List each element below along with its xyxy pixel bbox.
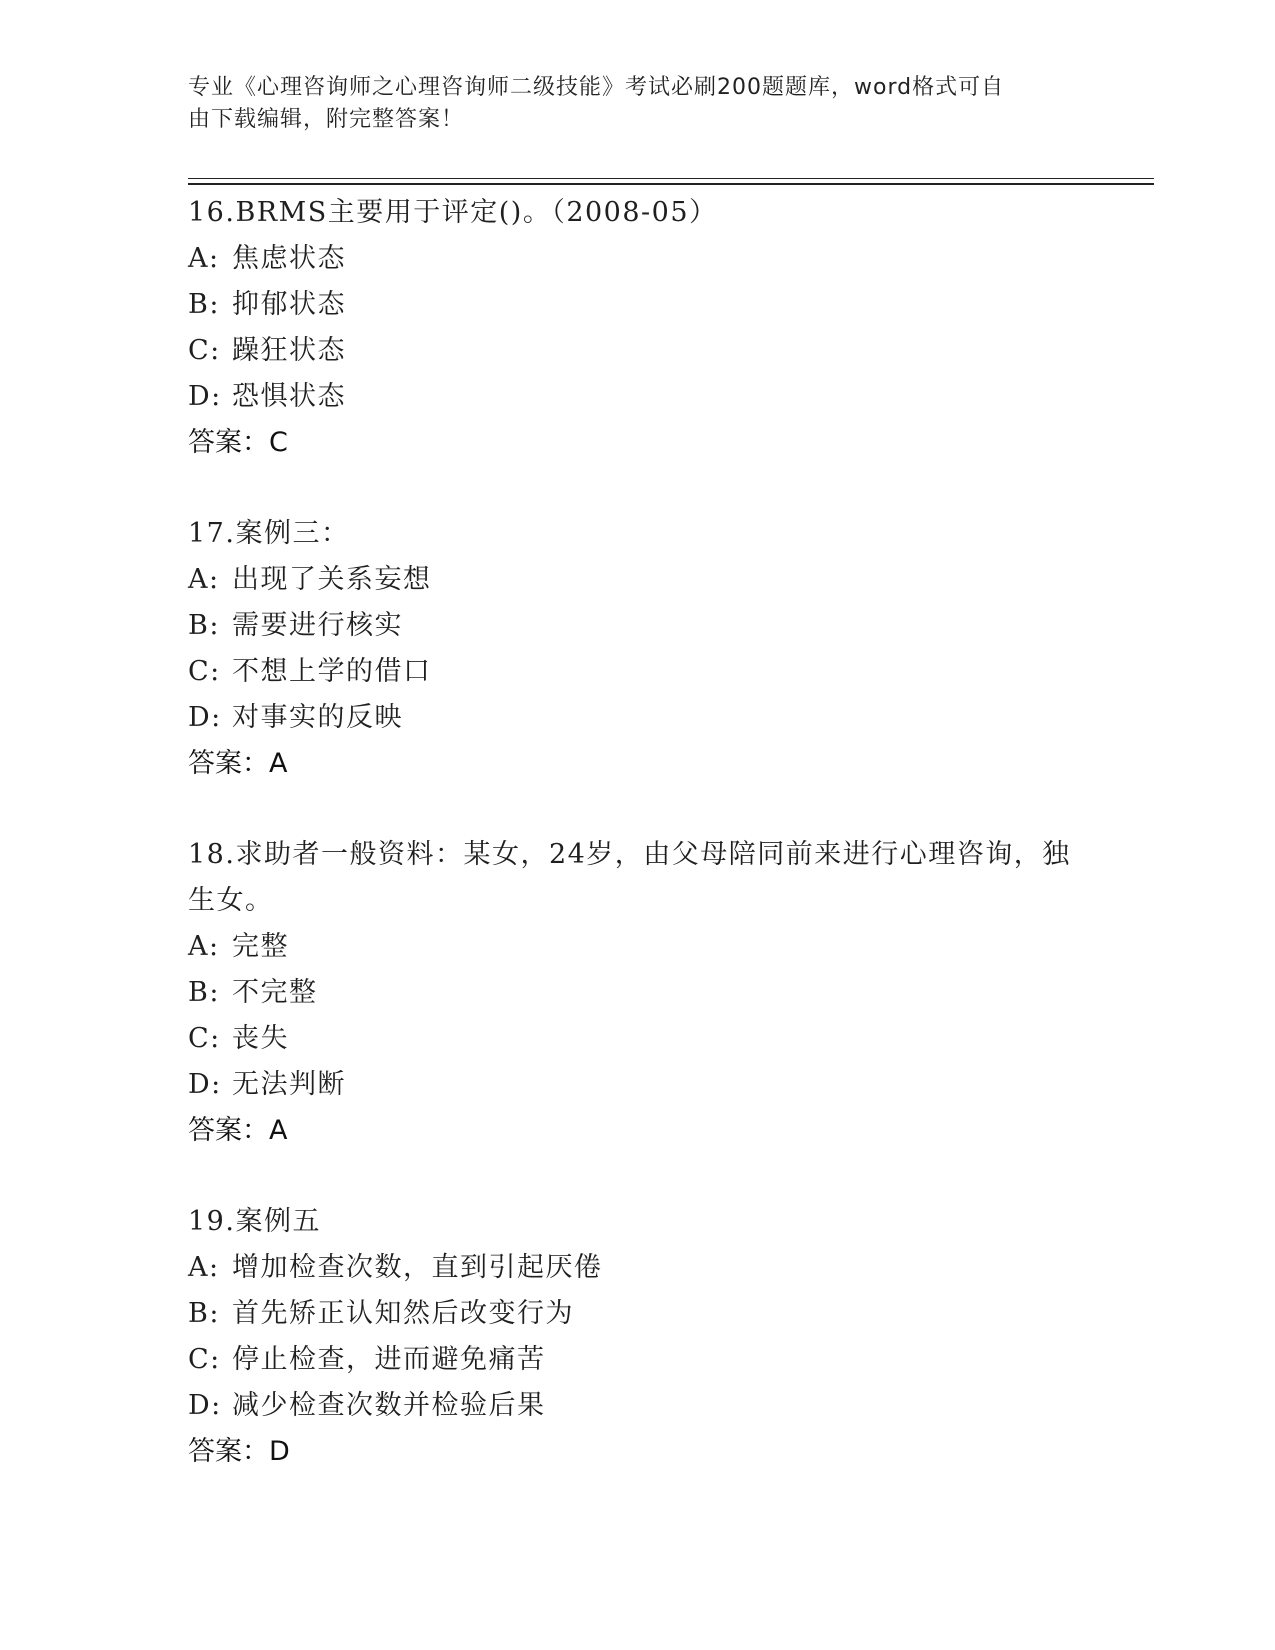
option-text: 焦虑状态 (232, 243, 346, 274)
option-letter: C: (188, 1023, 221, 1054)
option-letter: A: (188, 1252, 220, 1283)
option-letter: C: (188, 656, 221, 687)
option-a (188, 1245, 1088, 1291)
header-line-1: 专业《心理咨询师之心理咨询师二级技能》考试必刷200题题库，word格式可自 (188, 75, 1005, 100)
option-c (188, 649, 1088, 695)
option-d (188, 695, 1088, 741)
option-text: 躁狂状态 (232, 335, 346, 366)
option-letter: C: (188, 335, 221, 366)
option-text: 完整 (232, 931, 289, 962)
answer-label: 答案：D (188, 1436, 290, 1467)
option-b (188, 970, 1088, 1016)
option-letter: C: (188, 1344, 221, 1375)
option-text: 停止检查，进而避免痛苦 (232, 1344, 546, 1375)
option-d (188, 1062, 1088, 1108)
option-text: 对事实的反映 (232, 702, 403, 733)
option-b (188, 282, 1088, 328)
option-text: 无法判断 (232, 1069, 346, 1100)
document-header (188, 72, 1088, 136)
option-letter: B: (188, 1298, 220, 1329)
answer-label: 答案：A (188, 748, 288, 779)
option-text: 丧失 (232, 1023, 289, 1054)
option-text: 减少检查次数并检验后果 (232, 1390, 546, 1421)
option-c (188, 328, 1088, 374)
option-a (188, 236, 1088, 282)
option-letter: A: (188, 564, 220, 595)
question-stem-continued: 生女。 (188, 885, 274, 916)
option-text: 恐惧状态 (232, 381, 346, 412)
question-list (188, 190, 1088, 1520)
option-c (188, 1016, 1088, 1062)
question-stem: 18.求助者一般资料：某女，24岁，由父母陪同前来进行心理咨询，独 (188, 839, 1071, 870)
option-text: 不想上学的借口 (232, 656, 432, 687)
question-18 (188, 832, 1088, 1154)
option-text: 增加检查次数，直到引起厌倦 (232, 1252, 603, 1283)
option-letter: D: (188, 381, 222, 412)
option-text: 不完整 (232, 977, 318, 1008)
header-divider-top (188, 178, 1154, 179)
option-letter: D: (188, 702, 222, 733)
option-letter: B: (188, 289, 220, 320)
answer-label: 答案：C (188, 427, 288, 458)
option-text: 需要进行核实 (232, 610, 403, 641)
option-d (188, 374, 1088, 420)
option-letter: D: (188, 1390, 222, 1421)
option-letter: D: (188, 1069, 222, 1100)
option-d (188, 1383, 1088, 1429)
option-letter: B: (188, 977, 220, 1008)
option-text: 抑郁状态 (232, 289, 346, 320)
question-stem: 16.BRMS主要用于评定()。（2008-05） (188, 197, 718, 228)
option-text: 首先矫正认知然后改变行为 (232, 1298, 574, 1329)
question-19 (188, 1199, 1088, 1475)
option-letter: A: (188, 243, 220, 274)
question-16 (188, 190, 1088, 466)
option-c (188, 1337, 1088, 1383)
option-b (188, 1291, 1088, 1337)
option-b (188, 603, 1088, 649)
option-text: 出现了关系妄想 (232, 564, 432, 595)
header-line-2: 由下载编辑，附完整答案！ (188, 107, 465, 132)
option-a (188, 557, 1088, 603)
question-stem: 17.案例三： (188, 518, 350, 549)
option-letter: A: (188, 931, 220, 962)
question-stem: 19.案例五 (188, 1206, 321, 1237)
option-a (188, 924, 1088, 970)
question-17 (188, 511, 1088, 787)
option-letter: B: (188, 610, 220, 641)
answer-label: 答案：A (188, 1115, 288, 1146)
header-divider-bottom (188, 183, 1154, 185)
